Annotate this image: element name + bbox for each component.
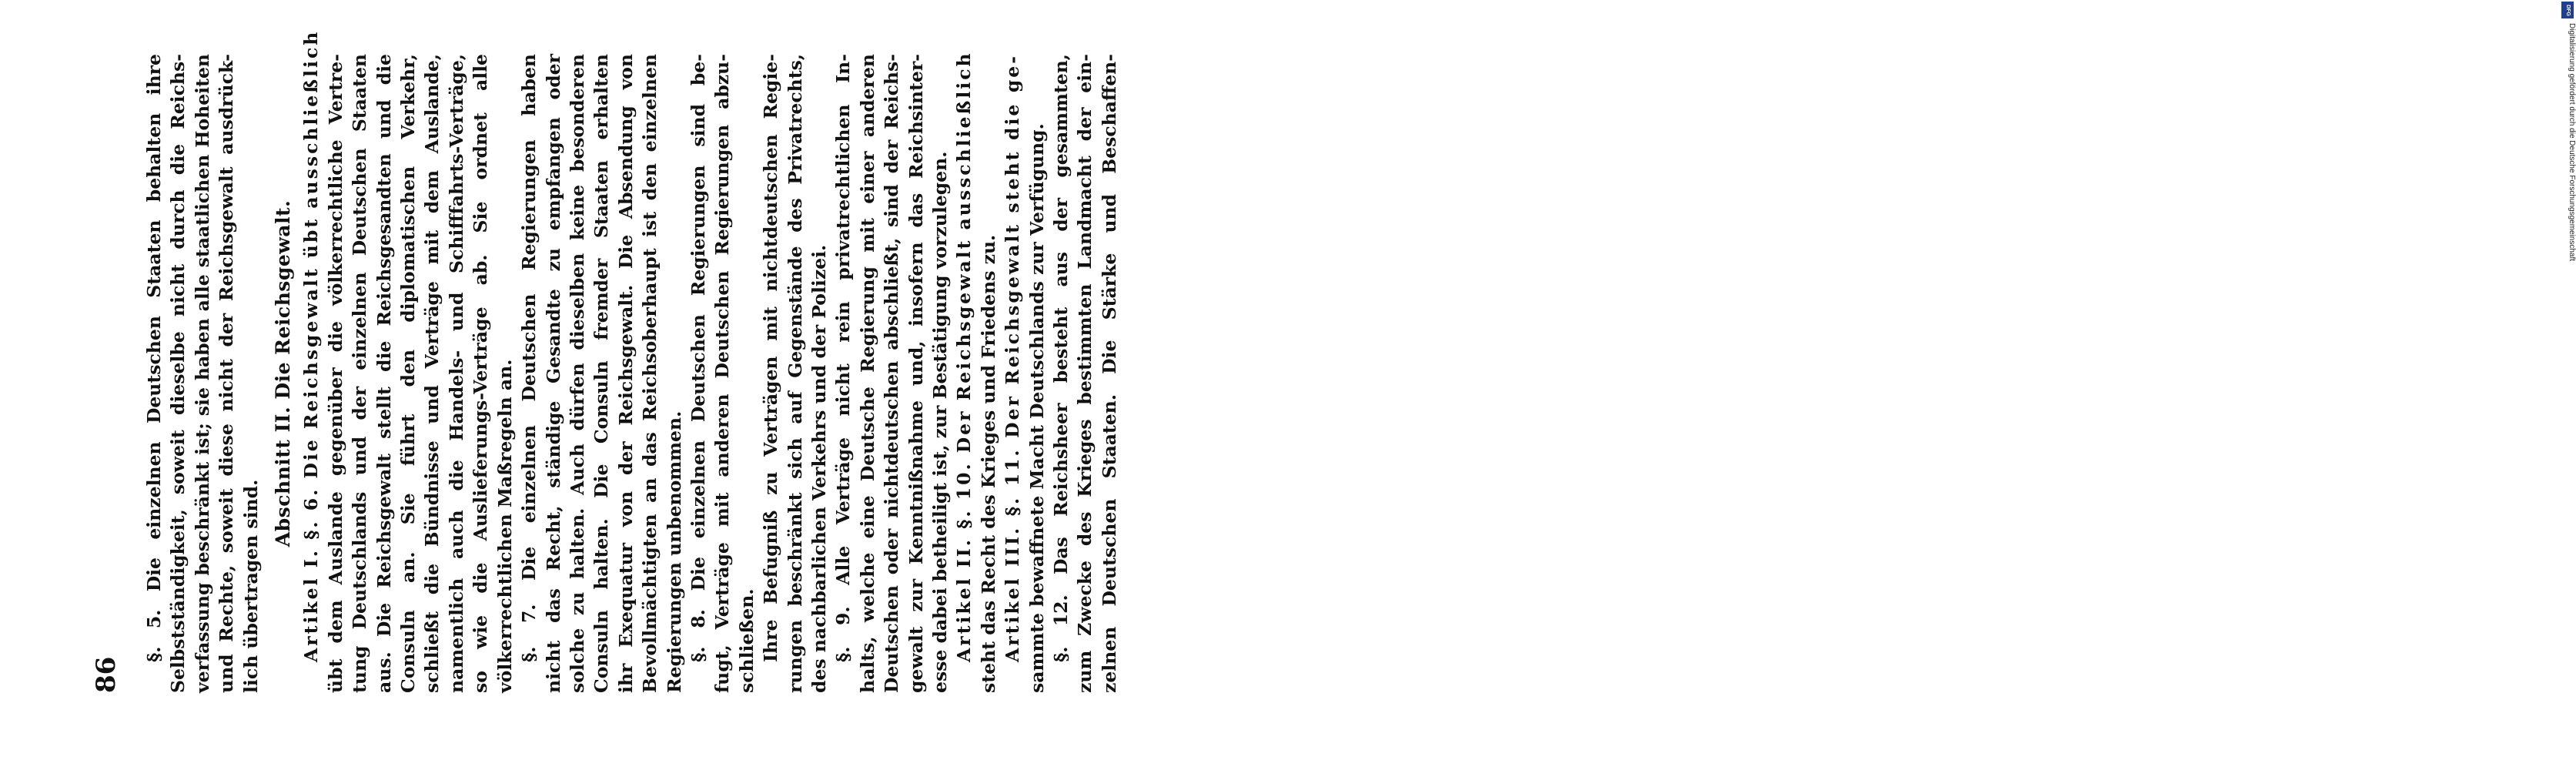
text-line: übt dem Auslande gegenüber die völkerrechtliche Vertre-	[324, 54, 346, 693]
text-line: Artikel I. §. 6. Die Reichsgewalt übt ausschließlich	[300, 29, 323, 662]
text-line: schließt die Bündnisse und Verträge mit dem Auslande,	[421, 54, 443, 693]
text-line: tung Deutschlands und der einzelnen Deutschen Staaten	[349, 54, 371, 693]
text-line: völkerrechtlichen Maßregeln an.	[493, 359, 516, 693]
text-line: zelnen Deutschen Staaten. Die Stärke und Beschaffen-	[1098, 54, 1120, 693]
text-line: Deutschen oder nichtdeutschen abschließt, sind der Reichs-	[881, 54, 903, 693]
text-line: halts, welche eine Deutsche Regierung mit einer anderen	[856, 54, 878, 693]
text-line: Consuln halten. Die Consuln fremder Staaten erhalten	[590, 54, 613, 693]
text-line: gewalt zur Kenntnißnahme und, insofern das Reichsinter-	[905, 54, 927, 693]
text-line: §. 12. Das Reichsheer besteht aus der gesammten,	[1050, 54, 1072, 662]
text-line: esse dabei betheiligt ist, zur Bestätigung vorzulegen.	[929, 151, 951, 693]
text-line: ihr Exequatur von der Reichsgewalt. Die Absendung von	[614, 54, 637, 693]
text-line: §. 5. Die einzelnen Deutschen Staaten behalten ihre	[143, 54, 165, 662]
text-line: und Rechte, soweit diese nicht der Reichsgewalt ausdrück-	[216, 54, 238, 693]
text-line: steht das Recht des Krieges und Friedens zu.	[977, 234, 999, 693]
digitization-sidebar	[1278, 0, 2576, 770]
dfg-logo-icon	[2561, 2, 2574, 18]
text-line: namentlich auch die Handels- und Schifffahrts-Verträge,	[445, 54, 467, 693]
paragraph-section-5	[142, 54, 263, 693]
text-line: Consuln an. Sie führt den diplomatischen Verkehr,	[397, 54, 420, 693]
section-heading: Abschnitt II. Die Reichsgewalt.	[272, 199, 295, 547]
text-line: zum Zwecke des Krieges bestimmten Landmacht der ein-	[1074, 54, 1096, 693]
text-line: lich übertragen sind.	[239, 479, 262, 693]
page-number: 86	[91, 656, 122, 693]
text-line: Regierungen unbenommen.	[663, 410, 685, 693]
text-line: so wie die Auslieferungs-Verträge ab. Sie ordnet alle	[470, 54, 492, 693]
text-line: §. 7. Die einzelnen Deutschen Regierungen haben	[518, 54, 540, 662]
text-line: rungen beschränkt sich auf Gegenstände des Privatrechts,	[784, 54, 806, 693]
text-line: verfassung beschränkt ist; sie haben alle staatlichen Hoheiten	[191, 54, 213, 693]
text-line: Artikel III. §. 11. Der Reichsgewalt steht die ge-	[1002, 54, 1024, 662]
text-line: Selbstständigkeit, soweit dieselbe nicht durch die Reichs-	[167, 54, 189, 693]
text-line: Bevollmächtigten an das Reichsoberhaupt ist den einzelnen	[639, 54, 661, 693]
digitization-credit: Digitalisierung gefördert durch die Deutsche Forschungsgemeinschaft	[2568, 23, 2576, 262]
text-line: nicht das Recht, ständige Gesandte zu empfangen oder	[542, 54, 564, 693]
paragraph-sections-6-12	[299, 29, 1122, 693]
text-line: des nachbarlichen Verkehrs und der Polizei.	[808, 244, 830, 693]
text-line: Ihre Befugniß zu Verträgen mit nichtdeutschen Regie-	[760, 54, 782, 662]
text-line: solche zu halten. Auch dürfen dieselben keine besonderen	[566, 54, 588, 693]
text-line: aus. Die Reichsgewalt stellt die Reichsgesandten und die	[373, 54, 395, 693]
text-line: §. 9. Alle Verträge nicht rein privatrechtlichen In-	[832, 54, 855, 662]
text-line: sammte bewaffnete Macht Deutschlands zur Verfügung.	[1025, 123, 1048, 693]
text-line: Artikel II. §. 10. Der Reichsgewalt ausschließlich	[953, 51, 975, 662]
text-block	[142, 29, 1122, 693]
dfg-logo-text: DFG	[2564, 4, 2571, 16]
text-line: §. 8. Die einzelnen Deutschen Regierungen sind be-	[687, 54, 709, 662]
text-line: schließen.	[735, 588, 758, 693]
text-line: fugt, Verträge mit anderen Deutschen Regierungen abzu-	[711, 54, 734, 693]
